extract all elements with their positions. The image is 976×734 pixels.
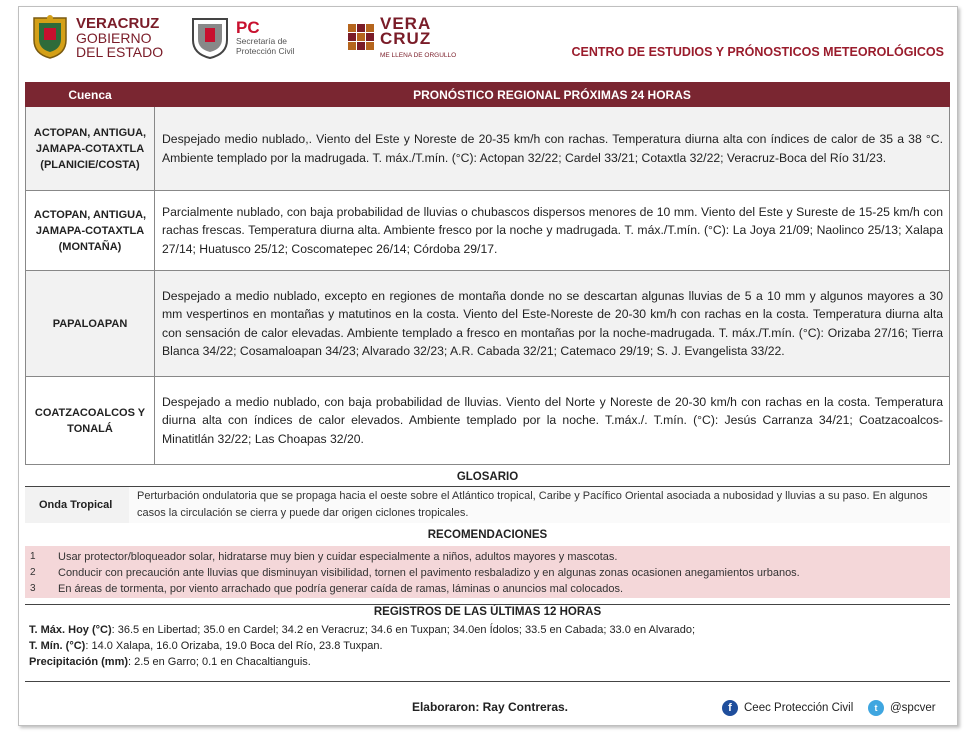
record-tmax-value: : 36.5 en Libertad; 35.0 en Cardel; 34.2 en Veracruz; 34.6 en Tuxpan; 34.0en Ídolos; 33.5 en Cabada; 33.0 en Alvarado; xyxy=(111,624,696,636)
twitter-icon: t xyxy=(868,700,884,716)
table-row xyxy=(26,271,950,377)
credit-line: Elaboraron: Ray Contreras. xyxy=(411,700,569,714)
glossary-definition: Perturbación ondulatoria que se propaga hacia el oeste sobre el Atlántico tropical, Caribe y Pacífico Oriental asociada a nubosidad y lluvias a su paso. En algunos casos la circulación se cierra y puede dar origen ciclones tropicales. xyxy=(129,487,950,523)
list-item xyxy=(25,581,950,597)
forecast-cell: Despejado a medio nublado, excepto en regiones de montaña donde no se descartan algunas lluvias de 5 a 10 mm y algunos mayores a 30 mm vespertinos en montañas y matutinos en la costa. Viento del Este-Noreste de 20-30 km/h con rachas en la costa. Temperatura diurna alta con sensación de calor elevadas. Ambiente templado a fresco en montañas por la noche-madrugada. T. máx./T.mín. (°C): Orizaba 27/16; Tierra Blanca 34/22; Cosamaloapan 34/23; Alvarado 32/23; A.R. Cabada 32/21; Catemaco 29/19; S. J. Evangelista 33/22. xyxy=(155,271,950,377)
coat-of-arms-icon xyxy=(30,14,70,60)
facebook-link[interactable] xyxy=(722,700,853,716)
recommendations-title: RECOMENDACIONES xyxy=(427,529,548,541)
glossary-title: GLOSARIO xyxy=(456,471,519,483)
recommendations-list xyxy=(25,546,950,598)
record-precip-label: Precipitación (mm) xyxy=(29,656,129,668)
table-row xyxy=(26,191,950,271)
logo-vc-line2: CRUZ xyxy=(380,29,432,48)
list-item xyxy=(25,549,950,565)
facebook-icon: f xyxy=(722,700,738,716)
item-text: Conducir con precaución ante lluvias que disminuyan visibilidad, tornen el pavimento resbaladizo y en algunas zonas ocasionen anegamientos urbanos. xyxy=(58,567,800,579)
logo-pc-line1: Secretaría de xyxy=(236,35,288,46)
record-precip xyxy=(29,654,311,670)
column-header-basin: Cuenca xyxy=(26,83,155,107)
facebook-label: Ceec Protección Civil xyxy=(744,702,854,714)
logo-pc-line2: Protección Civil xyxy=(236,45,295,56)
forecast-cell: Despejado a medio nublado, con baja probabilidad de lluvias. Viento del Norte y Noreste de 20-30 km/h con rachas en la costa. Temperatura diurna alta con índices de calor elevados. Ambiente templado por la noche. T.máx./. T.mín. (°C): Jesús Carranza 34/21; Coatzacoalcos-Minatitlán 32/22; Las Choapas 32/20. xyxy=(155,377,950,465)
twitter-link[interactable] xyxy=(868,700,936,716)
logo-pc-title: PC xyxy=(236,17,260,37)
forecast-cell: Parcialmente nublado, con baja probabilidad de lluvias o chubascos dispersos menores de 10 mm. Viento del Este y Sureste de 15-25 km/h con rachas frescas. Temperatura diurna alta. Ambiente fresco por la noche y madrugada. T. máx./T.mín. (°C): La Joya 21/09; Naolinco 25/13; Xalapa 27/14; Huatusco 25/12; Coscomatepec 26/14; Córdoba 29/17. xyxy=(155,191,950,271)
column-header-forecast: PRONÓSTICO REGIONAL PRÓXIMAS 24 HORAS xyxy=(155,83,950,107)
basin-cell: ACTOPAN, ANTIGUA, JAMAPA-COTAXTLA (PLANICIE/COSTA) xyxy=(26,107,155,191)
record-tmin-value: : 14.0 Xalapa, 16.0 Orizaba, 19.0 Boca del Río, 23.8 Tuxpan. xyxy=(85,640,383,652)
divider xyxy=(25,681,950,682)
veracruz-government-logo xyxy=(30,14,163,60)
list-item xyxy=(25,565,950,581)
record-tmax xyxy=(29,622,695,638)
record-precip-value: : 2.5 en Garro; 0.1 en Chacaltianguis. xyxy=(128,656,311,668)
basin-cell: PAPALOAPAN xyxy=(26,271,155,377)
item-number: 1 xyxy=(30,551,36,562)
logo-veracruz-line1: VERACRUZ xyxy=(76,14,160,32)
logo-vc-line1: VERA xyxy=(380,14,432,33)
table-row xyxy=(26,377,950,465)
divider xyxy=(25,604,950,605)
record-tmax-label: T. Máx. Hoy (°C) xyxy=(29,624,112,636)
pc-shield-icon xyxy=(190,14,230,60)
forecast-table xyxy=(25,82,950,465)
item-number: 2 xyxy=(30,567,36,578)
proteccion-civil-logo xyxy=(190,14,295,60)
item-text: En áreas de tormenta, por viento arrachado que podría generar caída de ramas, láminas o anuncios mal colocados. xyxy=(58,583,623,595)
center-title: CENTRO DE ESTUDIOS Y PRÓNOSTICOS METEOROLÓGICOS xyxy=(571,45,944,59)
logo-veracruz-line2: GOBIERNO xyxy=(76,29,152,46)
basin-cell: COATZACOALCOS Y TONALÁ xyxy=(26,377,155,465)
veracruz-orgullo-logo xyxy=(346,16,456,63)
twitter-label: @spcver xyxy=(890,702,936,714)
table-row xyxy=(26,107,950,191)
logo-vc-tagline: ME LLENA DE ORGULLO xyxy=(380,52,457,59)
glossary-entry xyxy=(25,487,950,523)
item-text: Usar protector/bloqueador solar, hidratarse muy bien y cuidar especialmente a niños, adultos mayores y mascotas. xyxy=(58,551,618,563)
basin-cell: ACTOPAN, ANTIGUA, JAMAPA-COTAXTLA (MONTAÑA) xyxy=(26,191,155,271)
records-title: REGISTROS DE LAS ÚLTIMAS 12 HORAS xyxy=(373,606,602,618)
record-tmin-label: T. Mín. (°C) xyxy=(29,640,86,652)
record-tmin xyxy=(29,638,383,654)
logo-veracruz-line3: DEL ESTADO xyxy=(76,43,164,60)
forecast-cell: Despejado medio nublado,. Viento del Este y Noreste de 20-35 km/h con rachas. Temperatura diurna alta con índices de calor de 35 a 38 °C. Ambiente templado por la madrugada. T. máx./T.mín. (°C): Actopan 32/22; Cardel 33/21; Cotaxtla 32/22; Veracruz-Boca del Río 31/23. xyxy=(155,107,950,191)
item-number: 3 xyxy=(30,583,36,594)
pattern-icon xyxy=(346,22,376,58)
glossary-term: Onda Tropical xyxy=(25,487,129,523)
